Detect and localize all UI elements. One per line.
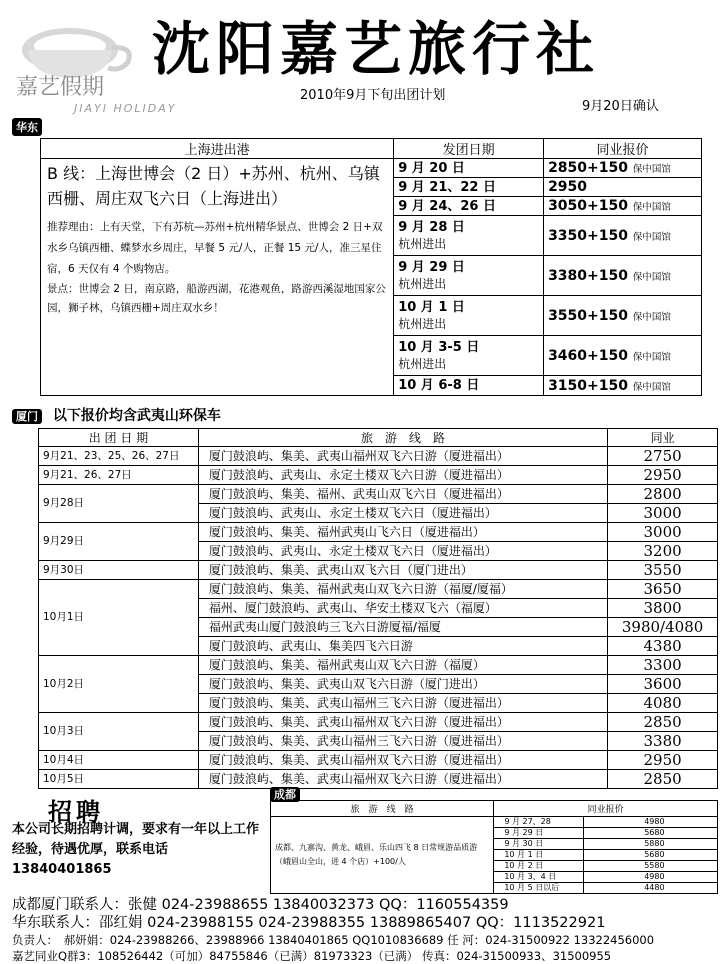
xiamen-price-note: 以下报价均含武夷山环保车 [52, 408, 221, 424]
price-value: 5880 [584, 839, 718, 850]
price-value: 4380 [608, 637, 718, 656]
price-value: 3800 [608, 599, 718, 618]
departure-date-cell [394, 296, 544, 336]
table-row [39, 523, 718, 542]
departure-date: 9 月 24、26 日 [394, 197, 544, 216]
route-name: 厦门鼓浪屿、集美、武夷山双飞六日游（厦门进出） [198, 675, 607, 694]
column-header: 旅 游 线 路 [271, 801, 494, 817]
departure-date: 10月1日 [39, 580, 199, 656]
departure-date: 10 月 6-8 日 [394, 376, 544, 396]
route-name: 厦门鼓浪屿、武夷山、永定土楼双飞六日（厦进福出） [198, 542, 607, 561]
price-cell [544, 376, 702, 396]
price-value: 3980/4080 [608, 618, 718, 637]
departure-date: 9月30日 [39, 561, 199, 580]
route-name: 厦门鼓浪屿、集美、武夷山福州三飞六日游（厦进福出） [198, 694, 607, 713]
route-name: 厦门鼓浪屿、集美、武夷山双飞六日（厦门进出） [198, 561, 607, 580]
departure-date-cell [394, 216, 544, 256]
departure-date: 10 月 2 日 [494, 861, 584, 872]
confirm-date: 9月20日确认 [582, 99, 659, 114]
price-note: 保中国馆 [632, 381, 671, 393]
departure-date: 10 月 1 日 [494, 850, 584, 861]
price-cell [544, 159, 702, 178]
price-value: 2950 [608, 466, 718, 485]
route-name: B 线：上海世博会（2 日）+苏州、杭州、乌镇西栅、周庄双飞六日（上海进出） [47, 164, 380, 208]
departure-date: 9 月 30 日 [494, 839, 584, 850]
recruit-title: 招聘 [48, 798, 104, 826]
route-name: 厦门鼓浪屿、集美、武夷山福州三飞六日游（厦进福出） [198, 732, 607, 751]
price-cell [544, 178, 702, 197]
price-value: 3550+150 [548, 307, 628, 324]
price-value: 2950 [548, 179, 588, 195]
table-header-row [271, 801, 718, 817]
departure-date: 10月4日 [39, 751, 199, 770]
price-value: 5580 [584, 861, 718, 872]
price-note: 保中国馆 [632, 311, 671, 323]
contact-qq-groups: 嘉艺同业Q群3：108526442（可加）84755846（已满）81973323（已满） 传真：024-31500933、31500955 [12, 949, 612, 963]
table-row [41, 159, 702, 178]
price-value: 2800 [608, 485, 718, 504]
price-value: 3050+150 [548, 198, 628, 214]
price-value: 3000 [608, 523, 718, 542]
region-tag-xiamen: 厦门 [12, 409, 42, 424]
price-value: 2850 [608, 770, 718, 789]
departure-date: 9月21、26、27日 [39, 466, 199, 485]
route-name: 厦门鼓浪屿、集美、武夷山福州双飞六日游（厦进福出） [198, 770, 607, 789]
route-name: 福州、厦门鼓浪屿、武夷山、华安土楼双飞六（福厦） [198, 599, 607, 618]
price-value: 3380+150 [548, 267, 628, 284]
price-cell [544, 296, 702, 336]
contact-footer [12, 896, 722, 964]
price-value: 3650 [608, 580, 718, 599]
price-value: 4080 [608, 694, 718, 713]
price-value: 2850+150 [548, 160, 628, 176]
price-value: 2850 [608, 713, 718, 732]
departure-date: 10月5日 [39, 770, 199, 789]
route-description-cell [41, 159, 394, 396]
table-row [39, 447, 718, 466]
price-value: 3000 [608, 504, 718, 523]
price-note: 保中国馆 [632, 202, 671, 213]
table-row [39, 713, 718, 732]
table-row [39, 656, 718, 675]
route-scenic-spots: 景点：世博会 2 日，南京路，船游西湖，花港观鱼，路游西溪湿地国家公园，狮子林，乌镇西栅+周庄双水乡！ [47, 283, 386, 314]
contact-east-china: 华东联系人：邵红娟 024-23988155 024-23988355 13889865407 QQ：1113522921 [12, 915, 606, 931]
column-header: 上海进出港 [41, 139, 394, 159]
price-value: 5680 [584, 828, 718, 839]
table-row [39, 466, 718, 485]
price-value: 3600 [608, 675, 718, 694]
route-recommendation: 推荐理由：上有天堂，下有苏杭—苏州+杭州精华景点、世博会 2 日+双水乡乌镇西栅、蝶梦水乡周庄，早餐 5 元/人，正餐 15 元/人，准三星住宿，6 天仅有 4 个购物店。 [47, 221, 383, 275]
departure-date-cell [394, 256, 544, 296]
departure-date: 10 月 3-5 日 [398, 339, 480, 355]
route-name: 厦门鼓浪屿、集美、福州、武夷山双飞六日（厦进福出） [198, 485, 607, 504]
departure-date: 9月28日 [39, 485, 199, 523]
price-note: 保中国馆 [632, 164, 671, 175]
column-header: 同业报价 [544, 139, 702, 159]
table-header-row [41, 139, 702, 159]
xiamen-section-header [12, 405, 221, 425]
price-value: 2950 [608, 751, 718, 770]
exit-city: 杭州进出 [398, 276, 447, 291]
departure-date: 10 月 1 日 [398, 299, 465, 315]
departure-date: 9 月 29 日 [398, 259, 465, 275]
route-name: 厦门鼓浪屿、集美、福州武夷山飞六日（厦进福出） [198, 523, 607, 542]
column-header: 同业报价 [494, 801, 718, 817]
route-name: 厦门鼓浪屿、集美、武夷山福州双飞六日游（厦进福出） [198, 751, 607, 770]
route-name: 福州武夷山厦门鼓浪屿三飞六日游厦福/福厦 [198, 618, 607, 637]
table-row [39, 580, 718, 599]
contact-managers: 负责人： 郝妍娟：024-23988266、23988966 13840401865 QQ1010836689 任 河：024-31500922 13322456000 [12, 933, 655, 947]
chengdu-table-body [271, 817, 718, 894]
departure-date-cell [394, 336, 544, 376]
price-value: 3350+150 [548, 227, 628, 244]
price-value: 3300 [608, 656, 718, 675]
price-note: 保中国馆 [632, 231, 671, 243]
route-name: 厦门鼓浪屿、集美、武夷山福州双飞六日游（厦进福出） [198, 447, 607, 466]
exit-city: 杭州进出 [398, 316, 447, 331]
logo-brand-text: 嘉艺假期 [16, 75, 105, 100]
exit-city: 杭州进出 [398, 356, 447, 371]
departure-date: 9月21、23、25、26、27日 [39, 447, 199, 466]
price-cell [544, 197, 702, 216]
price-cell [544, 216, 702, 256]
price-value: 3380 [608, 732, 718, 751]
price-value: 3550 [608, 561, 718, 580]
column-header: 出 团 日 期 [39, 429, 199, 447]
price-note: 保中国馆 [632, 271, 671, 283]
table-row [39, 770, 718, 789]
table-row [39, 485, 718, 504]
departure-date: 9 月 27、28 [494, 817, 584, 828]
xiamen-table [38, 428, 718, 789]
price-cell [544, 336, 702, 376]
price-value: 2750 [608, 447, 718, 466]
route-name: 厦门鼓浪屿、集美、武夷山福州双飞六日游（厦进福出） [198, 713, 607, 732]
page-title: 沈阳嘉艺旅行社 [152, 15, 601, 83]
departure-date: 9 月 20 日 [394, 159, 544, 178]
route-name: 厦门鼓浪屿、武夷山、集美四飞六日游 [198, 637, 607, 656]
contact-chengdu-xiamen: 成都厦门联系人：张健 024-23988655 13840032373 QQ：1160554359 [12, 897, 509, 913]
departure-date: 10 月 3、4 日 [494, 872, 584, 883]
column-header: 同业 [608, 429, 718, 447]
exit-city: 杭州进出 [398, 236, 447, 251]
departure-date: 9 月 29 日 [494, 828, 584, 839]
recruit-text: 本公司长期招聘计调，要求有一年以上工作经验，待遇优厚，联系电话13840401865 [12, 822, 260, 877]
region-tag-east-china: 华东 [12, 118, 42, 136]
xiamen-table-body [39, 447, 718, 789]
price-value: 3460+150 [548, 347, 628, 364]
table-row [39, 561, 718, 580]
table-row [271, 817, 718, 828]
price-value: 4980 [584, 817, 718, 828]
price-value: 5680 [584, 850, 718, 861]
region-tag-chengdu: 成都 [270, 787, 300, 802]
price-value: 3150+150 [548, 377, 628, 394]
price-note: 保中国馆 [632, 351, 671, 363]
route-name: 成都、九寨沟、黄龙、峨眉、乐山四飞 8 日常规游品质游（峨眉山全山，进 4 个店）+100/人 [271, 817, 494, 894]
departure-date: 10月3日 [39, 713, 199, 751]
route-name: 厦门鼓浪屿、集美、福州武夷山双飞六日游（福厦） [198, 656, 607, 675]
price-cell [544, 256, 702, 296]
east-china-table [40, 138, 702, 396]
departure-date: 9 月 21、22 日 [394, 178, 544, 197]
table-header-row [39, 429, 718, 447]
route-name: 厦门鼓浪屿、武夷山、永定土楼双飞六日游（厦进福出） [198, 466, 607, 485]
price-value: 3200 [608, 542, 718, 561]
departure-date: 9 月 28 日 [398, 219, 465, 235]
price-value: 4980 [584, 872, 718, 883]
chengdu-table [270, 800, 718, 894]
departure-date: 9月29日 [39, 523, 199, 561]
departure-date: 10月2日 [39, 656, 199, 713]
departure-date: 10 月 5 日以后 [494, 883, 584, 894]
route-name: 厦门鼓浪屿、武夷山、永定土楼双飞六日（厦进福出） [198, 504, 607, 523]
column-header: 发团日期 [394, 139, 544, 159]
price-value: 4480 [584, 883, 718, 894]
column-header: 旅 游 线 路 [198, 429, 607, 447]
page-subtitle: 2010年9月下旬出团计划 [300, 88, 446, 103]
logo-english-text: JIAYI HOLIDAY [74, 102, 177, 115]
table-row [39, 751, 718, 770]
route-name: 厦门鼓浪屿、集美、福州武夷山双飞六日游（福厦/厦福） [198, 580, 607, 599]
